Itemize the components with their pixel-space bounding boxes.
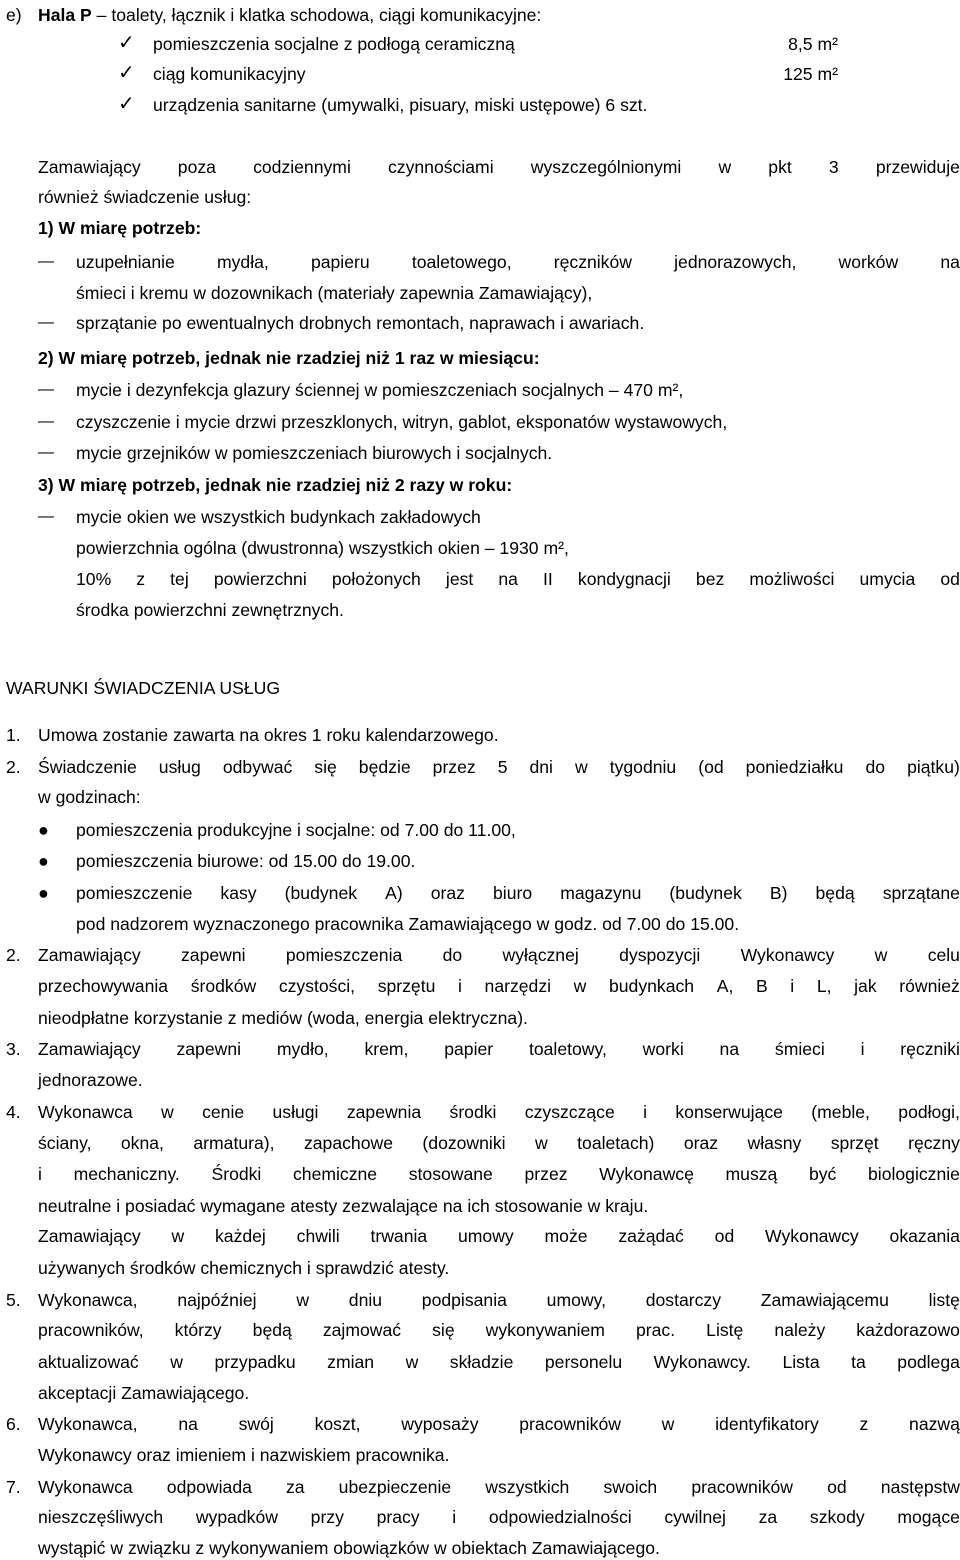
dash-icon: — (38, 444, 54, 461)
word: koszt, (314, 1414, 361, 1434)
word: Wykonawcę (599, 1164, 694, 1184)
word: chwili (296, 1226, 340, 1246)
bullet-icon: ● (38, 851, 49, 871)
word: od (940, 569, 960, 589)
paragraph-line: powierzchnia ogólna (dwustronna) wszystkich okien – 1930 m², (76, 538, 569, 558)
word: pracowników, (38, 1320, 144, 1340)
word: zapewni (181, 945, 246, 965)
section-title: Hala P (38, 5, 92, 25)
word: każdej (214, 1226, 266, 1246)
word: być (808, 1164, 837, 1184)
item-number: 4. (6, 1102, 21, 1122)
word: swoich (603, 1477, 658, 1497)
word: umycia (859, 569, 916, 589)
word: do (865, 757, 886, 777)
list-item (38, 755, 960, 779)
word: będą (815, 883, 855, 903)
word: (budynek (669, 883, 742, 903)
item-number: 5. (6, 1290, 21, 1310)
word: będą (252, 1320, 292, 1340)
word: Zamawiający (38, 1039, 141, 1059)
dash-icon: — (38, 314, 54, 331)
word: nieszczęśliwych (38, 1507, 164, 1527)
subheading: 2) W miarę potrzeb, jednak nie rzadziej niż 1 raz w miesiącu: (38, 348, 540, 368)
word: jednorazowych, (674, 252, 797, 272)
word: armatura), (193, 1133, 275, 1153)
word: pomieszczenia (285, 945, 403, 965)
word: Wykonawca, (38, 1414, 138, 1434)
word: Wykonawca (38, 1477, 133, 1497)
word: czynnościami (388, 157, 494, 177)
word: (budynek (284, 883, 358, 903)
word: ubezpieczenie (338, 1477, 452, 1497)
dash-icon: — (38, 413, 54, 430)
word: oraz (430, 883, 465, 903)
item-number: 2. (6, 945, 21, 965)
subheading: 3) W miarę potrzeb, jednak nie rzadziej niż 2 razy w roku: (38, 475, 513, 495)
word: w (661, 1414, 675, 1434)
word: Wykonawca (38, 1102, 133, 1122)
word: uzupełnianie (76, 252, 175, 272)
paragraph-line: środka powierzchni zewnętrznych. (76, 600, 344, 620)
word: w (534, 1133, 548, 1153)
list-item: ciąg komunikacyjny 125 m² (153, 64, 838, 84)
word: na (498, 569, 518, 589)
word: prac. (636, 1320, 676, 1340)
list-item (38, 1288, 960, 1312)
list-item (76, 881, 960, 905)
list-item: Umowa zostanie zawarta na okres 1 roku kalendarzowego. (38, 725, 499, 745)
check-icon: ✓ (118, 93, 135, 115)
word: Zamawiający (38, 945, 141, 965)
word: okna, (120, 1133, 164, 1153)
word: wykonywaniem (485, 1320, 605, 1340)
word: poniedziałku (745, 757, 844, 777)
word: chemiczne (292, 1164, 378, 1184)
word: za (758, 1507, 778, 1527)
word: usługi (272, 1102, 319, 1122)
list-item-continuation: Wykonawcy oraz imieniem i nazwiskiem pracownika. (38, 1445, 450, 1465)
word: cywilnej (664, 1507, 726, 1527)
section-label: e) (6, 5, 22, 25)
word: zapewni (176, 1039, 242, 1059)
word: pracy (376, 1507, 420, 1527)
list-item-continuation: akceptacji Zamawiającego. (38, 1383, 250, 1403)
word: od (714, 1226, 735, 1246)
word: własny (747, 1133, 802, 1153)
list-item (38, 943, 960, 967)
word: toaletowego, (411, 252, 512, 272)
word: przypadku (214, 1352, 296, 1372)
word: konserwujące (675, 1102, 783, 1122)
word: przez (432, 757, 476, 777)
word: wyłącznej (502, 945, 579, 965)
word: odbywać (222, 757, 293, 777)
word: środków (190, 976, 257, 996)
word: papieru (310, 252, 370, 272)
word: usług (158, 757, 201, 777)
list-item-continuation (38, 1350, 960, 1374)
word: dni (529, 757, 553, 777)
word: śmieci (774, 1039, 825, 1059)
bullet-icon: ● (38, 883, 49, 903)
word: się (314, 757, 337, 777)
word: Wykonawcy. (653, 1352, 751, 1372)
word: piątku) (907, 757, 960, 777)
word: najpóźniej (177, 1290, 257, 1310)
word: (dozowniki (422, 1133, 506, 1153)
paragraph-line (76, 567, 960, 591)
word: mechaniczny. (73, 1164, 180, 1184)
word: Wykonawcy (740, 945, 835, 965)
word: toaletach) (577, 1133, 655, 1153)
word: wyposaży (401, 1414, 479, 1434)
word: Listę (706, 1320, 744, 1340)
word: zapachowe (303, 1133, 393, 1153)
list-item: pomieszczenia socjalne z podłogą ceramiczną 8,5 m² (153, 34, 838, 54)
word: celu (927, 945, 960, 965)
word: na (178, 1414, 198, 1434)
word: będzie (358, 757, 411, 777)
item-number: 6. (6, 1414, 21, 1434)
word: każdorazowo (856, 1320, 960, 1340)
item-number: 7. (6, 1477, 21, 1497)
word: przy (310, 1507, 344, 1527)
word: umowy (457, 1226, 514, 1246)
word: jak (854, 976, 877, 996)
word: codziennymi (253, 157, 351, 177)
paragraph-line (38, 155, 960, 179)
word: muszą (725, 1164, 778, 1184)
word: i (458, 976, 462, 996)
word: Wykonawcy (765, 1226, 859, 1246)
word: Wykonawca, (38, 1290, 138, 1310)
section-title-line (38, 3, 541, 27)
word: umowy, (546, 1290, 606, 1310)
list-item (38, 1100, 960, 1124)
word: w (405, 1352, 419, 1372)
word: z (136, 569, 146, 589)
word: środki (449, 1102, 497, 1122)
word: II (543, 569, 553, 589)
word: dniu (348, 1290, 383, 1310)
word: identyfikatory (715, 1414, 819, 1434)
word: pkt (768, 157, 792, 177)
word: na (940, 252, 960, 272)
list-item-continuation: pod nadzorem wyznaczonego pracownika Zamawiającego w godz. od 7.00 do 15.00. (76, 914, 740, 934)
word: się (432, 1320, 455, 1340)
word: stosowane (408, 1164, 493, 1184)
word: może (544, 1226, 588, 1246)
word: i (452, 1507, 457, 1527)
word: następstw (880, 1477, 960, 1497)
list-item: mycie i dezynfekcja glazury ściennej w pomieszczeniach socjalnych – 470 m², (76, 380, 684, 400)
word: aktualizować (38, 1352, 139, 1372)
word: powierzchni (213, 569, 307, 589)
word: zmian (327, 1352, 375, 1372)
word: z (859, 1414, 869, 1434)
item-number: 3. (6, 1039, 21, 1059)
check-icon: ✓ (118, 32, 135, 54)
list-item-continuation: nieodpłatne korzystanie z mediów (woda, energia elektryczna). (38, 1008, 528, 1028)
word: podpisania (421, 1290, 507, 1310)
word: Zamawiający (38, 157, 141, 177)
word: A, (716, 976, 734, 996)
word: od (827, 1477, 847, 1497)
word: kasy (220, 883, 257, 903)
section-title-rest: – toalety, łącznik i klatka schodowa, ciągi komunikacyjne: (91, 5, 542, 25)
word: pracowników (519, 1414, 621, 1434)
list-item-continuation: używanych środków chemicznych i sprawdzić atesty. (38, 1258, 450, 1278)
word: i (860, 1039, 865, 1059)
word: narzędzi (484, 976, 552, 996)
list-item: sprzątanie po ewentualnych drobnych remontach, naprawach i awariach. (76, 313, 645, 333)
list-item-continuation: jednorazowe. (38, 1070, 143, 1090)
word: personelu (544, 1352, 623, 1372)
word: Zamawiającemu (760, 1290, 889, 1310)
word: dostarczy (645, 1290, 722, 1310)
word: ściany, (38, 1133, 92, 1153)
word: Świadczenie (38, 757, 137, 777)
list-item-continuation: w godzinach: (38, 787, 141, 807)
word: Środki (211, 1164, 262, 1184)
list-item-continuation (38, 1131, 960, 1155)
bullet-icon: ● (38, 820, 49, 840)
word: należy (774, 1320, 826, 1340)
word: którzy (174, 1320, 222, 1340)
list-item (76, 250, 960, 274)
word: przewiduje (875, 157, 960, 177)
word: ręczniki (900, 1039, 960, 1059)
word: jest (445, 569, 474, 589)
word: 5 (497, 757, 508, 777)
list-item-continuation (38, 974, 960, 998)
word: pomieszczenie (76, 883, 193, 903)
word: zajmować (322, 1320, 402, 1340)
section-heading: WARUNKI ŚWIADCZENIA USŁUG (6, 678, 281, 698)
word: przez (524, 1164, 568, 1184)
word: wyszczególnionymi (530, 157, 682, 177)
word: tygodniu (609, 757, 677, 777)
word: sprzęt (830, 1133, 879, 1153)
list-item (38, 1412, 960, 1436)
word: czystości, (278, 976, 356, 996)
word: składzie (449, 1352, 514, 1372)
word: (od (698, 757, 724, 777)
word: worki (642, 1039, 684, 1059)
dash-icon: — (38, 508, 54, 525)
item-number: 1. (6, 725, 21, 745)
word: i (790, 976, 795, 996)
word: w (171, 1226, 185, 1246)
word: sprzątane (882, 883, 960, 903)
word: ręczny (908, 1133, 960, 1153)
list-item: czyszczenie i mycie drzwi przeszklonych, witryn, gablot, eksponatów wystawowych, (76, 412, 728, 432)
word: magazynu (560, 883, 642, 903)
word: w (874, 945, 888, 965)
word: w (574, 757, 588, 777)
word: na (719, 1039, 740, 1059)
paragraph-line: również świadczenie usług: (38, 187, 252, 207)
word: biologicznie (868, 1164, 960, 1184)
word: szkody (809, 1507, 865, 1527)
word: odpowiada (166, 1477, 252, 1497)
dash-icon: — (38, 381, 54, 398)
word: mydło, (276, 1039, 329, 1059)
word: swój (238, 1414, 274, 1434)
word: wypadków (195, 1507, 278, 1527)
word: w (170, 1352, 183, 1372)
check-icon: ✓ (118, 62, 135, 84)
word: biuro (493, 883, 533, 903)
word: mydła, (216, 252, 269, 272)
word: pracowników (691, 1477, 794, 1497)
list-item-continuation (38, 1318, 960, 1342)
word: tej (170, 569, 189, 589)
list-item (38, 1475, 960, 1499)
word: podlega (897, 1352, 960, 1372)
word: listę (928, 1290, 960, 1310)
list-item-continuation: śmieci i kremu w dozownikach (materiały zapewnia Zamawiający), (76, 283, 593, 303)
word: papier (444, 1039, 494, 1059)
list-item: mycie okien we wszystkich budynkach zakładowych (76, 507, 481, 527)
word: ta (851, 1352, 866, 1372)
word: w (573, 976, 587, 996)
word: możliwości (749, 569, 835, 589)
word: i (38, 1164, 42, 1184)
word: B (755, 976, 768, 996)
list-item-continuation (38, 1505, 960, 1529)
word: do (442, 945, 463, 965)
word: toaletowy, (528, 1039, 607, 1059)
list-item-continuation (38, 1162, 960, 1186)
word: A) (385, 883, 403, 903)
word: (meble, (811, 1102, 870, 1122)
word: Lista (782, 1352, 820, 1372)
word: w (161, 1102, 174, 1122)
word: 3 (828, 157, 839, 177)
list-item: mycie grzejników w pomieszczeniach biurowych i socjalnych. (76, 443, 553, 463)
word: za (285, 1477, 305, 1497)
word: również (899, 976, 960, 996)
word: zapewnia (346, 1102, 422, 1122)
word: czyszczące (524, 1102, 615, 1122)
word: mogące (897, 1507, 960, 1527)
list-item-continuation: neutralne i posiadać wymagane atesty zezwalające na ich stosowanie w kraju. (38, 1196, 649, 1216)
word: w (718, 157, 732, 177)
word: okazania (889, 1226, 960, 1246)
dash-icon: — (38, 253, 54, 270)
word: nazwą (909, 1414, 960, 1434)
word: trwania (370, 1226, 428, 1246)
word: cenie (202, 1102, 245, 1122)
word: krem, (364, 1039, 409, 1059)
subheading: 1) W miarę potrzeb: (38, 218, 202, 238)
word: ręczników (553, 252, 632, 272)
word: i (643, 1102, 648, 1122)
list-item (38, 1037, 960, 1061)
word: zażądać (618, 1226, 684, 1246)
word: worków (838, 252, 899, 272)
word: odpowiedzialności (488, 1507, 632, 1527)
list-item-continuation: wystąpić w związku z wykonywaniem obowiązków w obiektach Zamawiającego. (38, 1538, 660, 1558)
word: budynkach (608, 976, 695, 996)
word: wszystkich (485, 1477, 570, 1497)
word: położonych (331, 569, 421, 589)
word: w (296, 1290, 310, 1310)
word: L, (816, 976, 832, 996)
word: B) (769, 883, 788, 903)
word: dyspozycji (619, 945, 701, 965)
item-number: 2. (6, 757, 21, 777)
word: 10% (76, 569, 112, 589)
word: kondygnacji (577, 569, 671, 589)
word: podłogi, (898, 1102, 960, 1122)
word: przechowywania (38, 976, 169, 996)
word: sprzętu (377, 976, 436, 996)
list-item: pomieszczenia biurowe: od 15.00 do 19.00. (76, 851, 416, 871)
word: oraz (683, 1133, 719, 1153)
list-item: urządzenia sanitarne (umywalki, pisuary, miski ustępowe) 6 szt. (153, 95, 648, 115)
word: poza (177, 157, 216, 177)
list-item: pomieszczenia produkcyjne i socjalne: od 7.00 do 11.00, (76, 820, 516, 840)
list-item-continuation (38, 1224, 960, 1248)
word: bez (695, 569, 725, 589)
word: Zamawiający (38, 1226, 141, 1246)
